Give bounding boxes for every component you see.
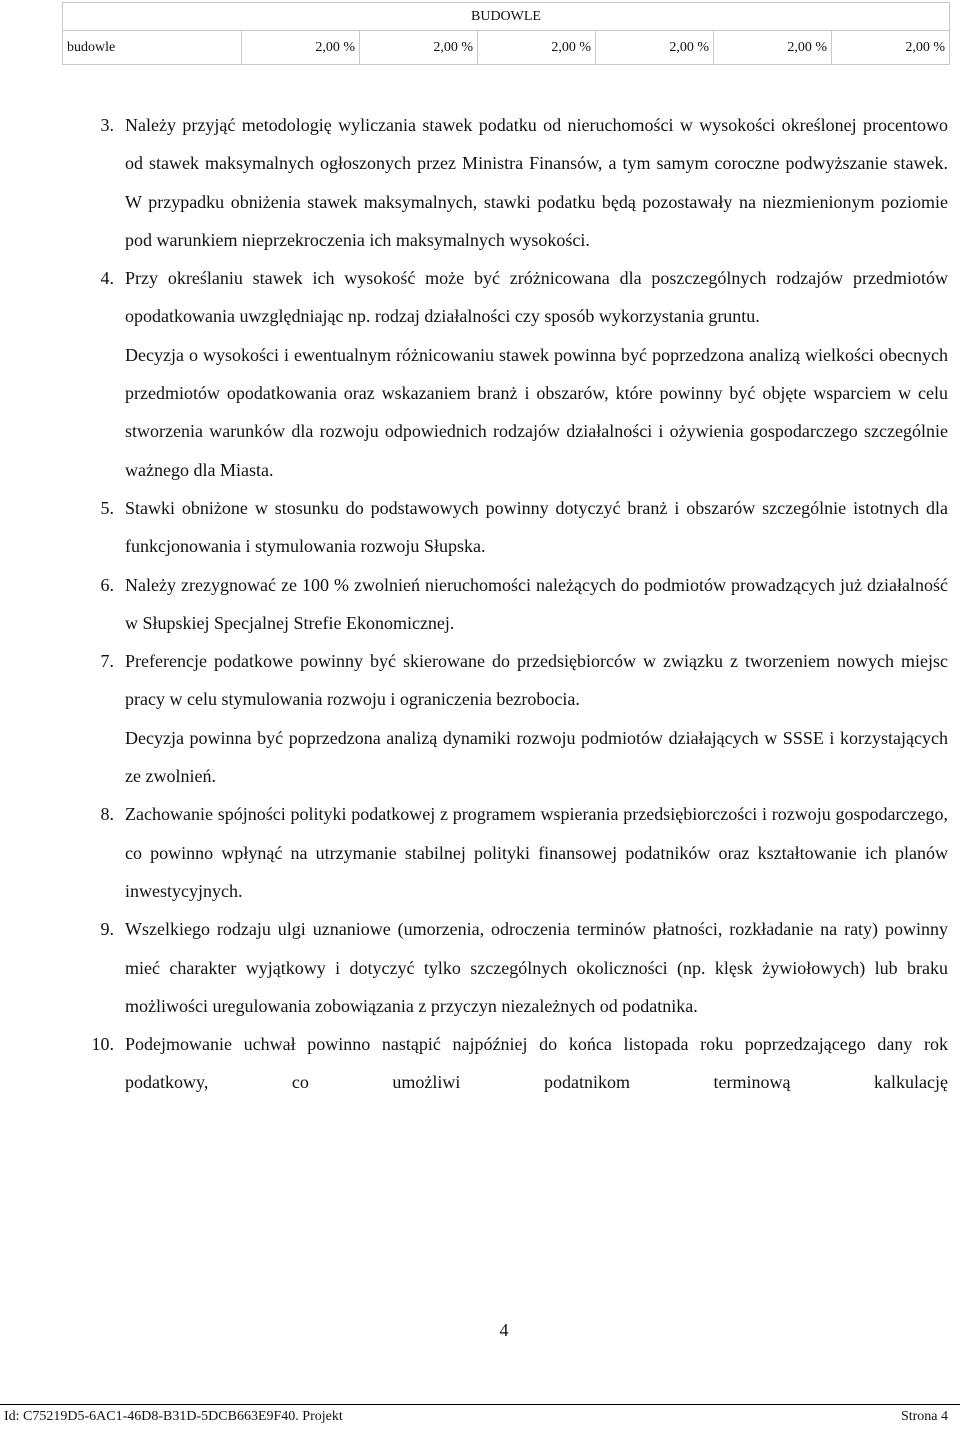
item-text: Zachowanie spójności polityki podatkowej z programem wspierania przedsiębiorczości i rozwoju gospodarczego, co powinno wpłynąć na utrzymanie stabilnej polityki finansowej podatników oraz kształtowanie ich planów inwestycyjnych.: [125, 804, 948, 901]
tax-rate-table: [62, 2, 950, 65]
list-item: [86, 795, 948, 910]
page-label: Strona 4: [900, 1409, 948, 1424]
numbered-list: [86, 106, 948, 1102]
list-item: [86, 1025, 948, 1102]
table-cell: 2,00 %: [360, 31, 478, 65]
table-cell: 2,00 %: [832, 31, 950, 65]
page-number: 4: [499, 1320, 509, 1340]
item-paragraph: Decyzja o wysokości i ewentualnym różnicowaniu stawek powinna być poprzedzona analizą wielkości obecnych przedmiotów opodatkowania oraz wskazaniem branż i obszarów, które powinny być objęte wsparciem w celu stworzenia warunków dla rozwoju odpowiednich rodzajów działalności i ożywienia gospodarczego szczególnie ważnego dla Miasta.: [125, 344, 948, 480]
item-number: 6.: [100, 574, 114, 595]
item-text: Należy przyjąć metodologię wyliczania stawek podatku od nieruchomości w wysokości określonej procentowo od stawek maksymalnych ogłoszonych przez Ministra Finansów, a tym samym coroczne podwyższanie stawek. W przypadku obniżenia stawek maksymalnych, stawki podatku będą pozostawały na niezmienionym poziomie pod warunkiem nieprzekroczenia ich maksymalnych wysokości.: [125, 115, 948, 250]
list-item: [86, 106, 948, 259]
list-item: [86, 566, 948, 643]
list-item: [86, 642, 948, 795]
table-row-label: budowle: [63, 31, 242, 65]
item-text: Przy określaniu stawek ich wysokość może być zróżnicowana dla poszczególnych rodzajów przedmiotów opodatkowania uwzględniając np. rodzaj działalności czy sposób wykorzystania gruntu.: [125, 268, 948, 327]
item-number: 7.: [100, 651, 114, 672]
item-text: Podejmowanie uchwał powinno nastąpić najpóźniej do końca listopada roku poprzedzającego dany rok podatkowy, co umożliwi podatnikom terminową kalkulację: [125, 1034, 948, 1093]
item-number: 4.: [100, 268, 114, 289]
table-row: [63, 31, 950, 65]
table-cell: 2,00 %: [242, 31, 360, 65]
page-footer: [0, 1404, 960, 1429]
list-item: [86, 259, 948, 489]
item-text: Należy zrezygnować ze 100 % zwolnień nieruchomości należących do podmiotów prowadzących już działalność w Słupskiej Specjalnej Strefie Ekonomicznej.: [125, 574, 948, 633]
document-id: Id: C75219D5-6AC1-46D8-B31D-5DCB663E9F40. Projekt: [4, 1409, 343, 1424]
item-text: Stawki obniżone w stosunku do podstawowych powinny dotyczyć branż i obszarów szczególnie istotnych dla funkcjonowania i stymulowania rozwoju Słupska.: [125, 497, 948, 557]
item-paragraph: Decyzja powinna być poprzedzona analizą dynamiki rozwoju podmiotów działających w SSSE i korzystających ze zwolnień.: [125, 727, 948, 787]
list-item: [86, 910, 948, 1025]
table-cell: 2,00 %: [596, 31, 714, 65]
table-cell: 2,00 %: [714, 31, 832, 65]
item-text: Wszelkiego rodzaju ulgi uznaniowe (umorzenia, odroczenia terminów płatności, rozkładanie na raty) powinny mieć charakter wyjątkowy i dotyczyć tylko szczególnych okoliczności (np. klęsk żywiołowych) lub braku możliwości uregulowania zobowiązania z przyczyn niezależnych od podatnika.: [125, 919, 948, 1016]
item-number: 10.: [91, 1034, 114, 1055]
item-text: Preferencje podatkowe powinny być skierowane do przedsiębiorców w związku z tworzeniem nowych miejsc pracy w celu stymulowania rozwoju i ograniczenia bezrobocia.: [125, 651, 948, 710]
item-number: 3.: [100, 115, 114, 135]
list-item: [86, 489, 948, 566]
table-cell: 2,00 %: [478, 31, 596, 65]
item-number: 9.: [100, 919, 114, 940]
table-header: BUDOWLE: [63, 3, 950, 31]
item-number: 8.: [100, 804, 114, 825]
item-number: 5.: [100, 497, 114, 518]
